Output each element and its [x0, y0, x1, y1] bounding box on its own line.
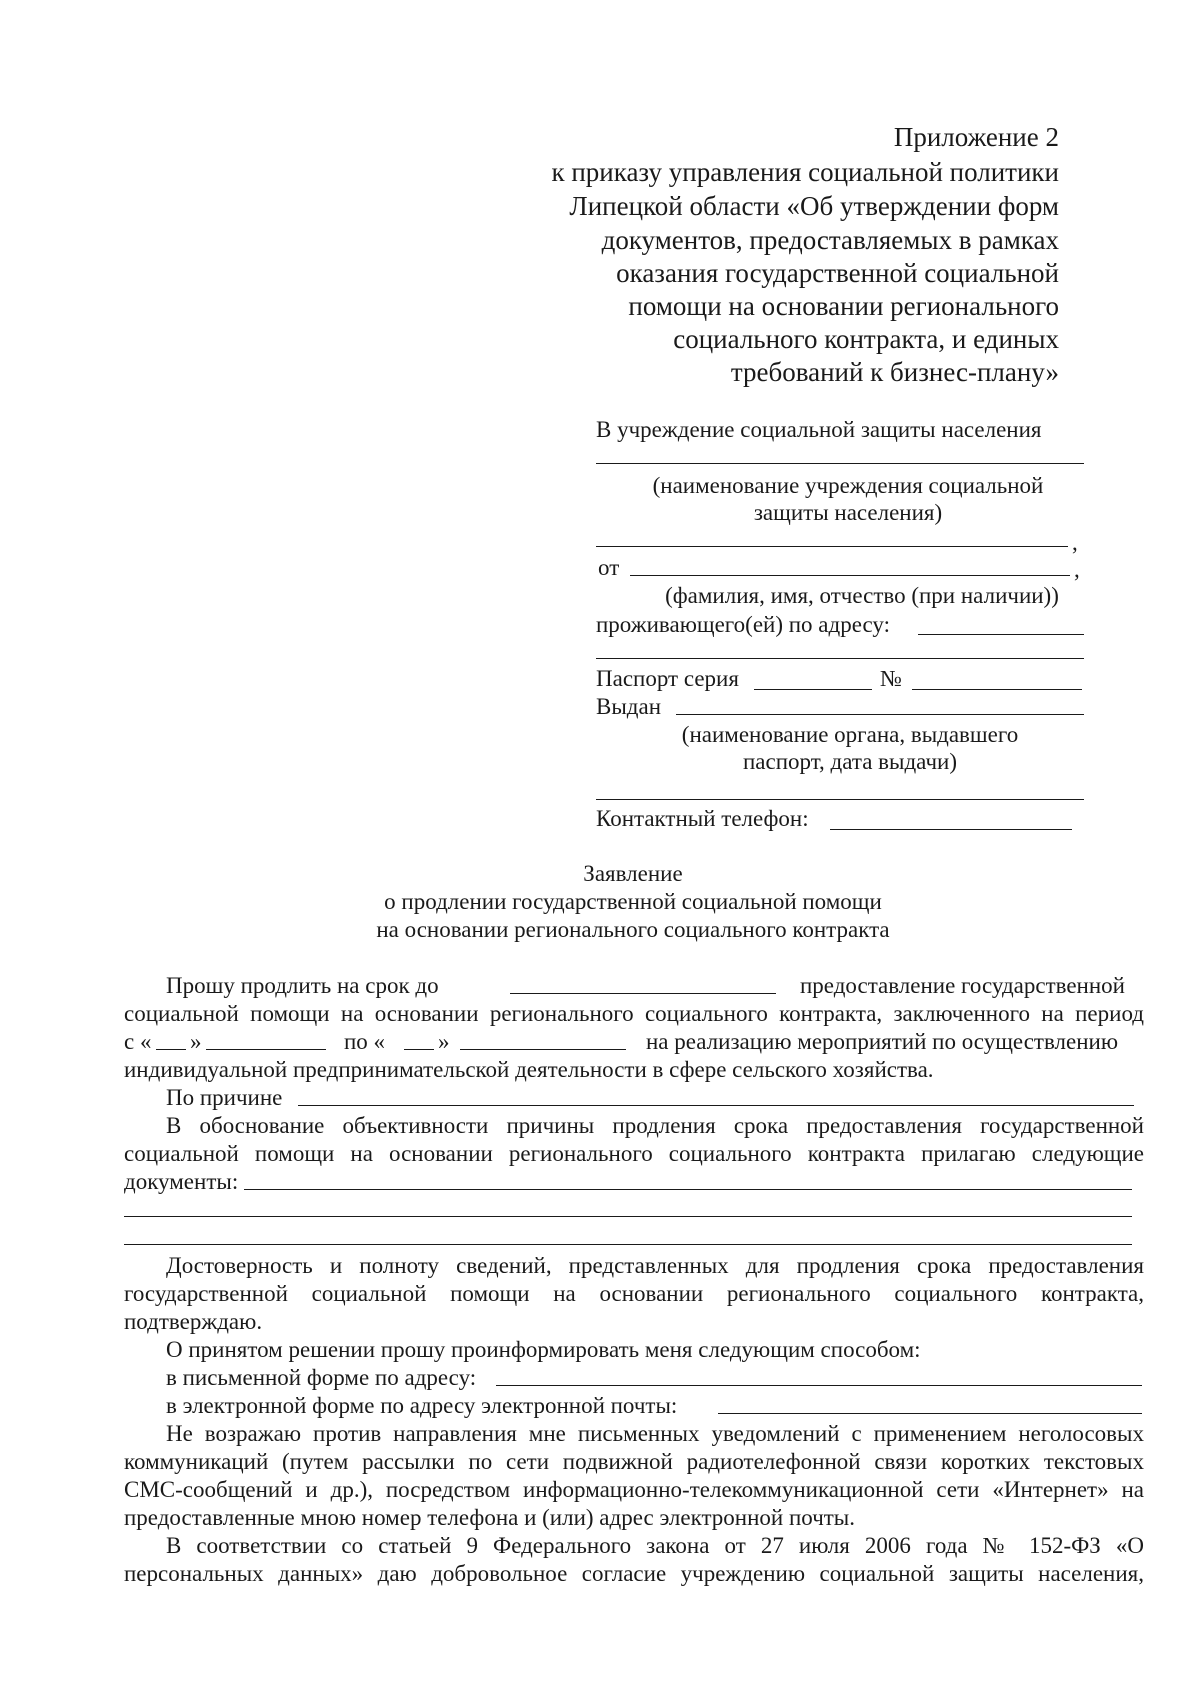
p6-line-2: персональных данных» даю добровольное согласие учреждению социальной защиты населения,: [124, 1561, 1144, 1586]
institution-name-line: [596, 463, 1084, 464]
period-to-day-line: [404, 1049, 434, 1050]
p5-line-3: СМС-сообщений и др.), посредством информационно-телекоммуникационной сети «Интернет» на: [124, 1477, 1144, 1502]
issued-label: Выдан: [596, 694, 662, 719]
issuer-hint-2: паспорт, дата выдачи): [743, 749, 957, 774]
documents-line-3: [124, 1244, 1132, 1245]
institution-comma: ,: [1072, 530, 1078, 555]
period-to-month-line: [460, 1049, 626, 1050]
p5-line-4: предоставленные мною номер телефона и (или) адрес электронной почты.: [124, 1505, 856, 1530]
p4-line-1: О принятом решении прошу проинформировать меня следующим способом:: [166, 1337, 921, 1362]
fio-hint: (фамилия, имя, отчество (при наличии)): [665, 583, 1059, 608]
issuer-hint-1: (наименование органа, выдавшего: [681, 722, 1019, 747]
reason-label: По причине: [166, 1085, 283, 1110]
institution-hint-1: (наименование учреждения социальной: [652, 473, 1044, 498]
p2-line-1: В обоснование объективности причины продления срока предоставления государственной: [166, 1113, 1144, 1138]
reason-line: [298, 1105, 1134, 1106]
passport-series-line: [754, 689, 872, 690]
appendix-line-5: помощи на основании регионального: [628, 291, 1059, 321]
fio-comma: ,: [1074, 557, 1080, 582]
statement-title: Заявление: [583, 861, 683, 886]
period-from-month-line: [206, 1049, 326, 1050]
fio-line: [630, 575, 1070, 576]
phone-line: [830, 829, 1072, 830]
p5-line-2: коммуникаций (путем рассылки по сети подвижной радиотелефонной связи коротких текстовых: [124, 1449, 1144, 1474]
passport-number-line: [912, 689, 1082, 690]
phone-label: Контактный телефон:: [596, 806, 809, 831]
p5-line-1: Не возражаю против направления мне письменных уведомлений с применением неголосовых: [166, 1421, 1144, 1446]
address-label: проживающего(ей) по адресу:: [596, 612, 890, 637]
email-address-line: [718, 1413, 1142, 1414]
appendix-line-6: социального контракта, и единых: [673, 324, 1059, 354]
p1-line-3-tail: на реализацию мероприятий по осуществлению: [646, 1029, 1119, 1054]
p1-line-4: индивидуальной предпринимательской деятельности в сфере сельского хозяйства.: [124, 1057, 934, 1082]
period-to-open: по «: [344, 1029, 386, 1054]
documents-line-2: [124, 1216, 1132, 1217]
institution-hint-2: защиты населения): [753, 500, 943, 525]
issued-line: [676, 714, 1084, 715]
appendix-line-3: документов, предоставляемых в рамках: [601, 225, 1059, 255]
p4-email-label: в электронной форме по адресу электронной почты:: [166, 1393, 678, 1418]
p3-line-3: подтверждаю.: [124, 1309, 263, 1334]
p1-request-text: Прошу продлить на срок до: [166, 973, 439, 998]
appendix-title: Приложение 2: [893, 122, 1059, 152]
p4-written-label: в письменной форме по адресу:: [166, 1365, 477, 1390]
p2-line-2: социальной помощи на основании регионального социального контракта прилагаю следующие: [124, 1141, 1144, 1166]
addressee-to-label: В учреждение социальной защиты населения: [596, 417, 1042, 442]
period-to-close: »: [438, 1029, 450, 1054]
address-line-1: [918, 634, 1084, 635]
statement-subtitle-2: на основании регионального социального контракта: [376, 917, 890, 942]
from-label: от: [598, 555, 620, 580]
passport-series-label: Паспорт серия: [596, 666, 739, 691]
p3-line-2: государственной социальной помощи на основании регионального социального контракта,: [124, 1281, 1144, 1306]
p6-line-1: В соответствии со статьей 9 Федерального закона от 27 июля 2006 года № 152-ФЗ «О: [166, 1533, 1144, 1558]
statement-subtitle-1: о продлении государственной социальной помощи: [384, 889, 882, 914]
appendix-line-1: к приказу управления социальной политики: [551, 157, 1059, 187]
p1-line-2: социальной помощи на основании регионального социального контракта, заключенного на период: [124, 1001, 1144, 1026]
p2-documents-label: документы:: [124, 1169, 239, 1194]
extension-date-line: [510, 993, 776, 994]
address-line-2: [596, 658, 1084, 659]
written-address-line: [496, 1385, 1142, 1386]
p1-provision-text: предоставление государственной: [800, 973, 1125, 998]
appendix-line-2: Липецкой области «Об утверждении форм: [569, 191, 1059, 221]
appendix-line-4: оказания государственной социальной: [616, 258, 1059, 288]
issuer-extra-line: [596, 799, 1084, 800]
period-from-close: »: [190, 1029, 202, 1054]
period-from-open: с «: [124, 1029, 152, 1054]
institution-extra-line: [596, 546, 1068, 547]
period-from-day-line: [156, 1049, 186, 1050]
p3-line-1: Достоверность и полноту сведений, представленных для продления срока предоставления: [166, 1253, 1144, 1278]
documents-line-1: [244, 1189, 1132, 1190]
appendix-line-7: требований к бизнес-плану»: [730, 357, 1059, 387]
passport-number-label: №: [880, 666, 902, 691]
